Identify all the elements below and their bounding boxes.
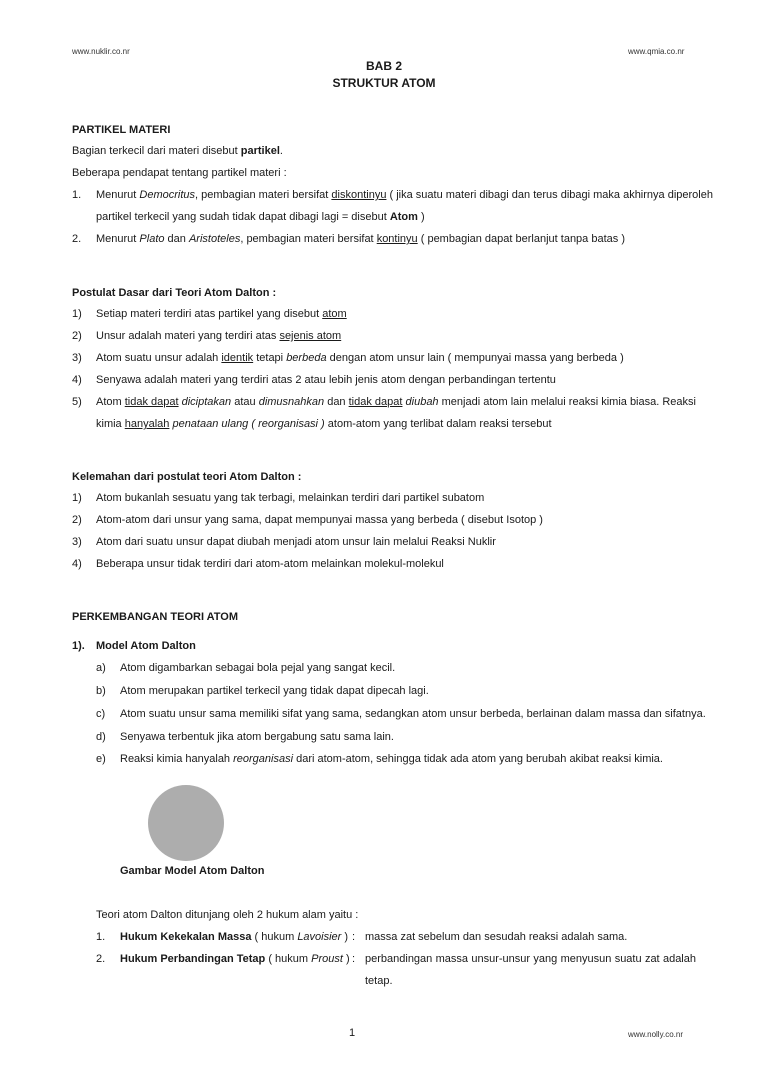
postulat-item-4: Senyawa adalah materi yang terdiri atas 2 atau lebih jenis atom dengan perbandingan tertentu (96, 374, 556, 386)
text: dari atom-atom, sehingga tidak ada atom yang berubah akibat reaksi kimia. (293, 753, 663, 765)
law-colon: : (352, 953, 356, 965)
postulat-item-1 (96, 308, 347, 320)
text: dan (164, 233, 189, 245)
text: diubah (405, 396, 439, 408)
list-letter: a) (96, 662, 106, 674)
text: atom (322, 308, 347, 320)
text: hanyalah (124, 418, 170, 430)
postulat-item-5-line1 (96, 396, 696, 408)
list-number: 3) (72, 352, 82, 364)
footer-right-url: www.nolly.co.nr (628, 1030, 683, 1039)
text: berbeda (286, 352, 327, 364)
model-item-e (120, 753, 663, 765)
text: identik (221, 352, 254, 364)
law-kekekalan-desc: massa zat sebelum dan sesudah reaksi adalah sama. (365, 931, 628, 943)
text: partikel (240, 145, 280, 157)
dalton-atom-sphere (148, 785, 224, 861)
postulat-item-3 (96, 352, 624, 364)
section-heading-partikel: PARTIKEL MATERI (72, 124, 171, 136)
list-number: 1) (72, 308, 82, 320)
text: partikel terkecil yang sudah tidak dapat dibagi lagi = disebut (96, 211, 390, 223)
text: ( pembagian dapat berlanjut tanpa batas ) (417, 233, 625, 245)
text: . (279, 145, 283, 157)
section-heading-postulat: Postulat Dasar dari Teori Atom Dalton : (72, 287, 277, 299)
law-colon: : (352, 931, 356, 943)
list-letter: b) (96, 685, 106, 697)
list-number: 2. (72, 233, 82, 245)
text: sejenis atom (279, 330, 342, 342)
text: penataan ulang ( reorganisasi ) (172, 418, 325, 430)
laws-intro: Teori atom Dalton ditunjang oleh 2 hukum alam yaitu : (96, 909, 359, 921)
text: Atom (96, 396, 125, 408)
text: Unsur adalah materi yang terdiri atas (96, 330, 280, 342)
law-kekekalan-massa (120, 931, 348, 943)
text: Setiap materi terdiri atas partikel yang disebut (96, 308, 323, 320)
text: , pembagian materi bersifat (195, 189, 332, 201)
text: Reaksi kimia hanyalah (120, 753, 234, 765)
text: dimusnahkan (258, 396, 325, 408)
section-heading-kelemahan: Kelemahan dari postulat teori Atom Dalton : (72, 471, 302, 483)
list-number: 4) (72, 558, 82, 570)
text: menjadi atom lain melalui reaksi kimia biasa. Reaksi (438, 396, 696, 408)
list-number: 4) (72, 374, 82, 386)
text: ( hukum (265, 953, 312, 965)
text: Hukum Perbandingan Tetap (120, 953, 266, 965)
kelemahan-item: Atom-atom dari unsur yang sama, dapat mempunyai massa yang berbeda ( disebut Isotop ) (96, 514, 543, 526)
list-number: 5) (72, 396, 82, 408)
opinions-intro: Beberapa pendapat tentang partikel materi : (72, 167, 287, 179)
text: ) (342, 953, 350, 965)
text: Plato (139, 233, 165, 245)
text: Hukum Kekekalan Massa (120, 931, 252, 943)
kelemahan-item: Atom dari suatu unsur dapat diubah menjadi atom unsur lain melalui Reaksi Nuklir (96, 536, 496, 548)
list-letter: e) (96, 753, 106, 765)
text: atau (231, 396, 259, 408)
list-letter: d) (96, 731, 106, 743)
text: kimia (96, 418, 125, 430)
text: Atom suatu unsur adalah (96, 352, 222, 364)
list-number: 2) (72, 330, 82, 342)
page-title: STRUKTUR ATOM (332, 76, 436, 90)
text: dan (324, 396, 349, 408)
page-number: 1 (349, 1027, 356, 1039)
law-perbandingan-tetap (120, 953, 350, 965)
text: Lavoisier (297, 931, 342, 943)
header-left-url: www.nuklir.co.nr (72, 47, 130, 56)
text: , pembagian materi bersifat (240, 233, 377, 245)
opinion-plato (96, 233, 625, 245)
list-letter: c) (96, 708, 106, 720)
list-number: 1) (72, 492, 82, 504)
text: kontinyu (376, 233, 418, 245)
text: Aristoteles (188, 233, 241, 245)
model-item: Atom merupakan partikel terkecil yang tidak dapat dipecah lagi. (120, 685, 429, 697)
text: Proust (311, 953, 343, 965)
text: ) (417, 211, 425, 223)
list-number: 1. (72, 189, 82, 201)
text: reorganisasi (233, 753, 294, 765)
text: Menurut (96, 189, 140, 201)
partikel-definition (72, 145, 283, 157)
text: diciptakan (181, 396, 232, 408)
model-number: 1). (72, 640, 85, 652)
model-item: Senyawa terbentuk jika atom bergabung satu sama lain. (120, 731, 394, 743)
list-number: 2. (96, 953, 106, 965)
list-number: 3) (72, 536, 82, 548)
text: ) (341, 931, 349, 943)
text: tidak dapat (124, 396, 179, 408)
text: tidak dapat (348, 396, 403, 408)
kelemahan-item: Beberapa unsur tidak terdiri dari atom-atom melainkan molekul-molekul (96, 558, 444, 570)
model-title: Model Atom Dalton (96, 640, 196, 652)
law-perbandingan-desc-line1: perbandingan massa unsur-unsur yang menyusun suatu zat adalah (365, 953, 696, 965)
text: Menurut (96, 233, 140, 245)
list-number: 2) (72, 514, 82, 526)
chapter-number: BAB 2 (365, 59, 402, 73)
text: tetapi (253, 352, 287, 364)
header-right-url: www.qmia.co.nr (628, 47, 685, 56)
figure-caption: Gambar Model Atom Dalton (120, 865, 265, 877)
text: atom-atom yang terlibat dalam reaksi tersebut (324, 418, 552, 430)
opinion-democritus-line1 (96, 189, 713, 201)
postulat-item-2 (96, 330, 341, 342)
section-heading-perkembangan: PERKEMBANGAN TEORI ATOM (72, 611, 239, 623)
opinion-democritus-line2 (96, 211, 425, 223)
text: Atom (389, 211, 418, 223)
text: Bagian terkecil dari materi disebut (72, 145, 241, 157)
law-perbandingan-desc-line2: tetap. (365, 975, 393, 987)
text: Democritus (139, 189, 196, 201)
model-item: Atom digambarkan sebagai bola pejal yang sangat kecil. (120, 662, 396, 674)
list-number: 1. (96, 931, 106, 943)
kelemahan-item: Atom bukanlah sesuatu yang tak terbagi, melainkan terdiri dari partikel subatom (96, 492, 485, 504)
model-item: Atom suatu unsur sama memiliki sifat yang sama, sedangkan atom unsur berbeda, berlainan dalam massa dan sifatnya. (120, 708, 706, 720)
postulat-item-5-line2 (96, 418, 552, 430)
text: dengan atom unsur lain ( mempunyai massa yang berbeda ) (326, 352, 624, 364)
text: ( hukum (251, 931, 298, 943)
text: ( jika suatu materi dibagi dan terus dibagi maka akhirnya diperoleh (386, 189, 713, 201)
text: diskontinyu (331, 189, 387, 201)
